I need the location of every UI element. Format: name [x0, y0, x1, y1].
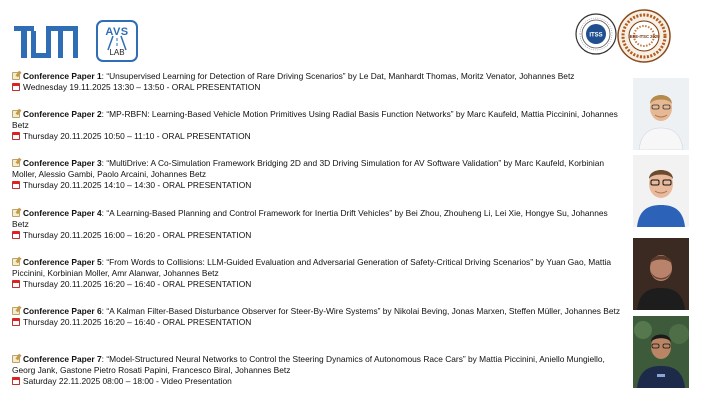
paper-title: : “MP-RBFN: Learning-Based Vehicle Motion Primitives Using Radial Basis Function Networks” by Marc Kaufeld, Mattia Piccinini, Johannes Betz — [12, 109, 618, 131]
paper-date: Thursday 20.11.2025 16:20 – 16:40 - ORAL PRESENTATION — [23, 279, 252, 290]
ieee-itsc-logo — [616, 8, 672, 64]
paper-label: Conference Paper 7 — [23, 354, 102, 364]
paper-title: : “From Words to Collisions: LLM-Guided Evaluation and Adversarial Generation of Safety-Critical Driving Scenarios” by Yuan Gao, Mattia Piccinini, Korbinian Moller, Amr Alanwar, Johannes Betz — [12, 257, 612, 279]
paper-label: Conference Paper 2 — [23, 109, 102, 119]
paper-item-2 — [12, 109, 624, 143]
paper-label: Conference Paper 6 — [23, 306, 102, 316]
paper-item-4 — [12, 208, 624, 242]
paper-item-5 — [12, 257, 624, 291]
calendar-icon — [12, 83, 20, 91]
note-icon — [12, 307, 20, 315]
paper-date: Wednesday 19.11.2025 13:30 – 13:50 - ORAL PRESENTATION — [23, 82, 261, 93]
paper-label: Conference Paper 1 — [23, 71, 102, 81]
author-photo-2 — [633, 155, 689, 227]
avs-lab-logo — [96, 20, 138, 62]
paper-item-3 — [12, 158, 624, 192]
paper-title: : “A Learning-Based Planning and Control Framework for Inertia Drift Vehicles” by Bei Zhou, Zhouheng Li, Lei Xie, Hongye Su, Johannes Betz — [12, 208, 608, 230]
note-icon — [12, 72, 20, 80]
calendar-icon — [12, 231, 20, 239]
itss-logo-text: ITSS — [589, 32, 603, 39]
note-icon — [12, 355, 20, 363]
avs-logo-text: AVS — [105, 26, 129, 38]
note-icon — [12, 209, 20, 217]
itss-society-logo — [574, 12, 618, 56]
avs-logo-subtext: LAB — [109, 48, 125, 57]
paper-item-7 — [12, 354, 624, 388]
paper-label: Conference Paper 5 — [23, 257, 102, 267]
author-photo-3 — [633, 238, 689, 310]
paper-date: Saturday 22.11.2025 08:00 – 18:00 - Video Presentation — [23, 376, 232, 387]
paper-title: : “Model-Structured Neural Networks to Control the Steering Dynamics of Autonomous Race Cars” by Mattia Piccinini, Aniello Mungiello, Georg Jank, Gastone Pietro Rosati Papini, Francesco Biral, Johannes Betz — [12, 354, 605, 376]
tum-logo — [14, 26, 78, 58]
calendar-icon — [12, 318, 20, 326]
paper-item-1 — [12, 71, 624, 93]
paper-date: Thursday 20.11.2025 14:10 – 14:30 - ORAL PRESENTATION — [23, 180, 252, 191]
paper-title: : “A Kalman Filter-Based Disturbance Observer for Steer-By-Wire Systems” by Nikolai Beving, Jonas Marxen, Steffen Müller, Johannes Betz — [101, 306, 621, 316]
paper-item-6 — [12, 306, 624, 328]
paper-title: : “MultiDrive: A Co-Simulation Framework Bridging 2D and 3D Driving Simulation for AV Software Validation” by Marc Kaufeld, Korbinian Moller, Alessio Gambi, Paolo Arcaini, Johannes Betz — [12, 158, 605, 180]
calendar-icon — [12, 280, 20, 288]
paper-date: Thursday 20.11.2025 10:50 – 11:10 - ORAL PRESENTATION — [23, 131, 251, 142]
paper-date: Thursday 20.11.2025 16:20 – 16:40 - ORAL PRESENTATION — [23, 317, 252, 328]
ieee-logo-text: IEEE-ITSC 2025 — [628, 34, 660, 39]
paper-date: Thursday 20.11.2025 16:00 – 16:20 - ORAL PRESENTATION — [23, 230, 252, 241]
paper-label: Conference Paper 3 — [23, 158, 102, 168]
paper-title: : “Unsupervised Learning for Detection of Rare Driving Scenarios” by Le Dat, Manhardt Thomas, Moritz Venator, Johannes Betz — [101, 71, 575, 81]
paper-label: Conference Paper 4 — [23, 208, 102, 218]
note-icon — [12, 159, 20, 167]
calendar-icon — [12, 377, 20, 385]
calendar-icon — [12, 132, 20, 140]
author-photo-4 — [633, 316, 689, 388]
note-icon — [12, 258, 20, 266]
note-icon — [12, 110, 20, 118]
author-photo-1 — [633, 78, 689, 150]
calendar-icon — [12, 181, 20, 189]
